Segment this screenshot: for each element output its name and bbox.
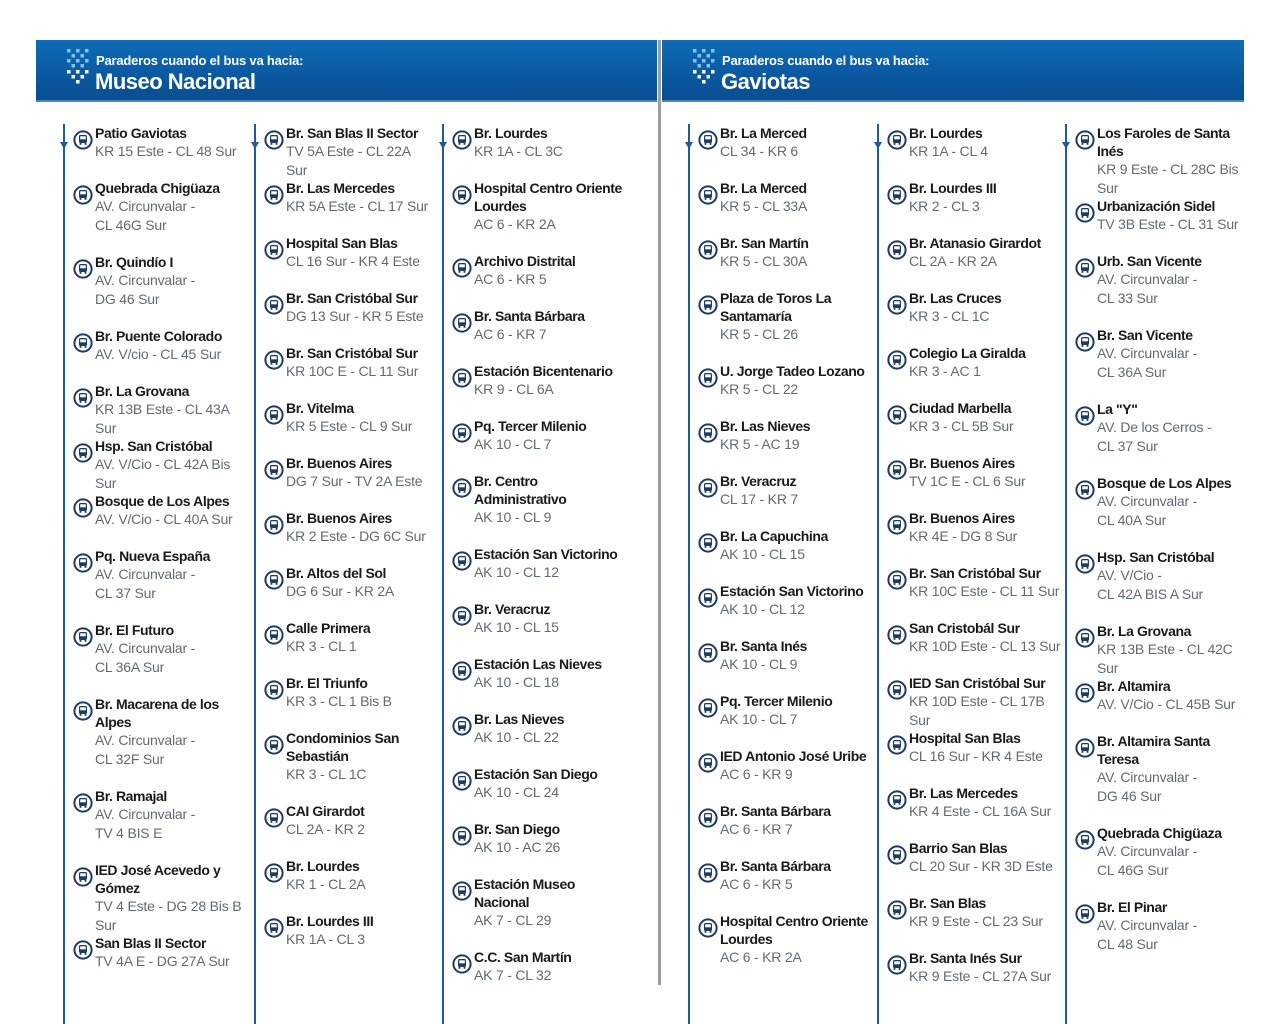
stop-address: AV. Circunvalar - DG 46 Sur: [1097, 769, 1198, 804]
stop-address: CL 20 Sur - KR 3D Este: [909, 858, 1053, 874]
stop-name: Br. Santa Inés Sur: [909, 950, 1022, 966]
stop-name: Colegio La Giralda: [909, 345, 1026, 361]
banner-title: Gaviotas: [721, 69, 810, 94]
bus-stop-icon: [1075, 830, 1095, 850]
stop-name: U. Jorge Tadeo Lozano: [720, 363, 865, 379]
stop-address: AK 10 - CL 12: [720, 601, 805, 617]
bus-stop-icon: [452, 478, 472, 498]
stop-address: AV. De los Cerros - CL 37 Sur: [1097, 419, 1212, 454]
stop-name: Estación San Victorino: [720, 583, 864, 599]
stops-column: [1065, 124, 1243, 1024]
stop-address: AV. Circunvalar - CL 48 Sur: [1097, 917, 1198, 952]
bus-stop-icon: [73, 627, 93, 647]
stop-address: AK 10 - CL 18: [474, 674, 559, 690]
stop-name: Br. San Vicente: [1097, 327, 1193, 343]
stop-name: IED San Cristóbal Sur: [909, 675, 1046, 691]
banner-subtitle: Paraderos cuando el bus va hacia:: [722, 53, 930, 68]
stop-name: IED José Acevedo y Gómez: [95, 862, 221, 896]
bus-stop-icon: [698, 240, 718, 260]
stop-name: IED Antonio José Uribe: [720, 748, 867, 764]
stop-address: TV 5A Este - CL 22A Sur: [286, 143, 411, 178]
bus-stop-icon: [264, 405, 284, 425]
bus-stop-icon: [698, 295, 718, 315]
stop-address: AK 10 - CL 9: [720, 656, 798, 672]
stop-name: Br. Las Mercedes: [909, 785, 1018, 801]
bus-stop-icon: [264, 680, 284, 700]
bus-stop-icon: [73, 185, 93, 205]
bus-stop-icon: [264, 735, 284, 755]
stop-name: Hospital San Blas: [286, 235, 398, 251]
bus-stop-icon: [887, 790, 907, 810]
direction-arrow-icon: [1061, 124, 1071, 150]
route-line: [1065, 128, 1067, 1024]
stop-name: Br. Atanasio Girardot: [909, 235, 1041, 251]
bus-stop-icon: [452, 826, 472, 846]
stop-name: Br. Las Nieves: [474, 711, 565, 727]
stop-address: KR 3 - CL 1: [286, 638, 357, 654]
stop-address: AV. Circunvalar - CL 46G Sur: [95, 198, 196, 233]
bus-stop-icon: [452, 423, 472, 443]
stop-address: AK 10 - CL 9: [474, 509, 552, 525]
stop-name: Br. Santa Inés: [720, 638, 807, 654]
stop-address: AC 6 - KR 9: [720, 766, 793, 782]
stop-address: CL 34 - KR 6: [720, 143, 799, 159]
stop-address: TV 4 Este - DG 28 Bis B Sur: [95, 898, 242, 933]
stop-address: KR 10D Este - CL 13 Sur: [909, 638, 1061, 654]
bus-stop-icon: [887, 240, 907, 260]
stop-name: Pq. Tercer Milenio: [720, 693, 833, 709]
direction-arrow-icon: [684, 124, 694, 150]
stop-name: Archivo Distrital: [474, 253, 576, 269]
stop-name: Br. Buenos Aires: [286, 510, 392, 526]
banner-gaviotas: [662, 40, 1244, 102]
stop-address: DG 6 Sur - KR 2A: [286, 583, 395, 599]
bus-stop-icon: [452, 258, 472, 278]
stop-name: Br. El Pinar: [1097, 899, 1167, 915]
bus-stop-icon: [887, 185, 907, 205]
bus-stop-icon: [1075, 332, 1095, 352]
stop-name: Hospital Centro Oriente Lourdes: [720, 913, 868, 947]
stop-address: AK 7 - CL 32: [474, 967, 552, 983]
bus-stop-icon: [698, 588, 718, 608]
bus-stop-icon: [73, 259, 93, 279]
bus-stop-icon: [698, 130, 718, 150]
stop-address: CL 2A - KR 2: [286, 821, 365, 837]
route-line: [442, 128, 444, 1024]
stop-name: Br. Las Cruces: [909, 290, 1002, 306]
stop-address: KR 1A - CL 3C: [474, 143, 563, 159]
bus-stop-icon: [887, 735, 907, 755]
stop-address: KR 3 - CL 1C: [286, 766, 367, 782]
stop-address: DG 13 Sur - KR 5 Este: [286, 308, 424, 324]
bus-stop-icon: [887, 900, 907, 920]
bus-stop-icon: [452, 551, 472, 571]
stop-name: Br. Altos del Sol: [286, 565, 387, 581]
stop-address: AV. Circunvalar - CL 40A Sur: [1097, 493, 1198, 528]
stop-address: KR 2 - CL 3: [909, 198, 980, 214]
stop-name: Estación Las Nieves: [474, 656, 602, 672]
banner-title: Museo Nacional: [95, 69, 256, 94]
stop-address: DG 7 Sur - TV 2A Este: [286, 473, 423, 489]
stop-address: KR 5 - CL 30A: [720, 253, 808, 269]
bus-stop-icon: [452, 881, 472, 901]
stop-name: Quebrada Chigüaza: [95, 180, 220, 196]
stop-name: Br. Altamira Santa Teresa: [1097, 733, 1210, 767]
stop-name: Los Faroles de Santa Inés: [1097, 125, 1230, 159]
bus-stop-icon: [452, 716, 472, 736]
stop-address: KR 3 - AC 1: [909, 363, 981, 379]
stop-address: KR 5 - AC 19: [720, 436, 800, 452]
bus-stop-icon: [887, 570, 907, 590]
stop-address: AK 10 - CL 15: [720, 546, 805, 562]
stop-name: San Blas II Sector: [95, 935, 207, 951]
stop-name: Plaza de Toros La Santamaría: [720, 290, 832, 324]
stop-address: CL 17 - KR 7: [720, 491, 799, 507]
bus-stop-icon: [452, 661, 472, 681]
stop-address: KR 10D Este - CL 17B Sur: [909, 693, 1045, 728]
stop-address: KR 15 Este - CL 48 Sur: [95, 143, 237, 159]
stop-name: Br. La Merced: [720, 125, 807, 141]
direction-arrow-icon: [873, 124, 883, 150]
stop-name: Br. Altamira: [1097, 678, 1171, 694]
stop-name: Br. Santa Bárbara: [720, 803, 831, 819]
stop-address: AV. Circunvalar - CL 33 Sur: [1097, 271, 1198, 306]
route-line: [877, 128, 879, 1024]
stop-name: Br. San Cristóbal Sur: [286, 345, 418, 361]
stop-name: La "Y": [1097, 401, 1138, 417]
stop-name: Br. Lourdes: [909, 125, 983, 141]
stop-address: AV. V/Cio - CL 40A Sur: [95, 511, 233, 527]
bus-stop-icon: [452, 313, 472, 333]
stop-address: AV. Circunvalar - TV 4 BIS E: [95, 806, 196, 841]
stop-address: AC 6 - KR 7: [474, 326, 547, 342]
route-line: [63, 128, 65, 1024]
bus-stop-icon: [698, 185, 718, 205]
stop-name: CAI Girardot: [286, 803, 365, 819]
stop-name: Br. Lourdes: [474, 125, 548, 141]
bus-stop-icon: [73, 443, 93, 463]
panel-gaviotas: [662, 40, 1244, 1020]
stop-address: KR 4E - DG 8 Sur: [909, 528, 1018, 544]
bus-stop-icon: [73, 498, 93, 518]
stop-name: Br. San Blas II Sector: [286, 125, 419, 141]
bus-stop-icon: [887, 845, 907, 865]
bus-stop-icon: [73, 940, 93, 960]
stop-name: Br. La Grovana: [95, 383, 189, 399]
stops-column: [63, 124, 243, 1024]
bus-stop-icon: [887, 625, 907, 645]
stop-name: Bosque de Los Alpes: [95, 493, 230, 509]
stop-name: Br. Lourdes III: [286, 913, 374, 929]
bus-stop-icon: [1075, 480, 1095, 500]
stop-address: KR 9 Este - CL 28C Bis Sur: [1097, 161, 1239, 196]
stop-name: Br. Santa Bárbara: [474, 308, 585, 324]
bus-stop-icon: [73, 130, 93, 150]
direction-arrow-icon: [59, 124, 69, 150]
stop-address: AC 6 - KR 2A: [474, 216, 556, 232]
stop-address: AK 10 - CL 7: [720, 711, 798, 727]
stop-address: AK 10 - CL 22: [474, 729, 559, 745]
stop-address: AK 10 - CL 24: [474, 784, 559, 800]
stop-address: AC 6 - KR 7: [720, 821, 793, 837]
bus-stop-icon: [887, 515, 907, 535]
bus-stop-icon: [73, 701, 93, 721]
stop-name: Br. La Merced: [720, 180, 807, 196]
stop-address: CL 16 Sur - KR 4 Este: [286, 253, 420, 269]
bus-stop-icon: [887, 680, 907, 700]
stop-name: Urb. San Vicente: [1097, 253, 1202, 269]
stop-name: Br. El Futuro: [95, 622, 174, 638]
bus-stop-icon: [264, 918, 284, 938]
stop-name: Hospital Centro Oriente Lourdes: [474, 180, 622, 214]
stop-address: KR 1A - CL 4: [909, 143, 988, 159]
stop-address: AV. V/Cio - CL 45B Sur: [1097, 696, 1236, 712]
stop-name: Calle Primera: [286, 620, 371, 636]
bus-stop-icon: [887, 955, 907, 975]
bus-stop-icon: [1075, 904, 1095, 924]
stop-name: Estación San Victorino: [474, 546, 618, 562]
stop-name: Br. San Martín: [720, 235, 809, 251]
stop-address: AK 10 - AC 26: [474, 839, 561, 855]
banner-subtitle: Paraderos cuando el bus va hacia:: [96, 53, 304, 68]
bus-stop-icon: [887, 405, 907, 425]
stop-address: CL 16 Sur - KR 4 Este: [909, 748, 1043, 764]
bus-stop-icon: [452, 954, 472, 974]
bus-stop-icon: [264, 240, 284, 260]
bus-stop-icon: [73, 388, 93, 408]
stop-address: AV. V/cio - CL 45 Sur: [95, 346, 222, 362]
bus-stop-icon: [264, 460, 284, 480]
stop-name: Br. San Diego: [474, 821, 560, 837]
stop-name: Br. Lourdes III: [909, 180, 997, 196]
bus-stop-icon: [452, 771, 472, 791]
stop-name: Br. La Grovana: [1097, 623, 1191, 639]
stop-name: Br. Centro Administrativo: [474, 473, 567, 507]
stop-address: AC 6 - KR 2A: [720, 949, 802, 965]
stop-address: KR 4 Este - CL 16A Sur: [909, 803, 1052, 819]
stop-name: Barrio San Blas: [909, 840, 1008, 856]
bus-stop-icon: [264, 515, 284, 535]
stop-name: Br. Las Nieves: [720, 418, 811, 434]
stop-name: Br. Veracruz: [474, 601, 551, 617]
bus-stop-icon: [1075, 554, 1095, 574]
stop-name: Estación Bicentenario: [474, 363, 613, 379]
stop-address: AV. Circunvalar - CL 32F Sur: [95, 732, 196, 767]
panel-divider: [658, 40, 661, 985]
transit-logo-icon: [692, 48, 716, 90]
route-line: [254, 128, 256, 1024]
stop-address: KR 1A - CL 3: [286, 931, 365, 947]
bus-stop-icon: [264, 185, 284, 205]
stop-name: Pq. Nueva España: [95, 548, 210, 564]
bus-stop-icon: [887, 295, 907, 315]
stop-address: KR 5 Este - CL 9 Sur: [286, 418, 413, 434]
stop-address: AC 6 - KR 5: [720, 876, 793, 892]
stop-address: AK 10 - CL 12: [474, 564, 559, 580]
stop-name: Br. Vitelma: [286, 400, 354, 416]
stop-name: Hsp. San Cristóbal: [95, 438, 213, 454]
bus-stop-icon: [698, 368, 718, 388]
bus-stop-icon: [887, 350, 907, 370]
bus-stop-icon: [698, 808, 718, 828]
stop-name: Pq. Tercer Milenio: [474, 418, 587, 434]
stop-name: Patio Gaviotas: [95, 125, 187, 141]
bus-stop-icon: [698, 533, 718, 553]
bus-stop-icon: [452, 130, 472, 150]
stop-name: C.C. San Martín: [474, 949, 572, 965]
stop-address: AV. Circunvalar - CL 46G Sur: [1097, 843, 1198, 878]
stop-name: Urbanización Sidel: [1097, 198, 1216, 214]
stop-name: Br. El Triunfo: [286, 675, 368, 691]
stop-name: Br. Santa Bárbara: [720, 858, 831, 874]
stop-name: Br. San Cristóbal Sur: [286, 290, 418, 306]
banner-museo-nacional: [36, 40, 657, 102]
stop-address: AC 6 - KR 5: [474, 271, 547, 287]
bus-stop-icon: [887, 460, 907, 480]
direction-arrow-icon: [250, 124, 260, 150]
stop-address: AK 10 - CL 15: [474, 619, 559, 635]
direction-arrow-icon: [438, 124, 448, 150]
stop-address: KR 5A Este - CL 17 Sur: [286, 198, 429, 214]
stop-name: Br. La Capuchina: [720, 528, 828, 544]
bus-stop-icon: [264, 570, 284, 590]
stop-name: Br. Quindío I: [95, 254, 174, 270]
bus-stop-icon: [698, 918, 718, 938]
bus-stop-icon: [452, 606, 472, 626]
panel-museo-nacional: [36, 40, 657, 1020]
stop-name: Br. Buenos Aires: [909, 510, 1015, 526]
stop-name: Hospital San Blas: [909, 730, 1021, 746]
bus-stop-icon: [264, 295, 284, 315]
bus-stop-icon: [1075, 738, 1095, 758]
stop-address: KR 10C E - CL 11 Sur: [286, 363, 419, 379]
bus-stop-icon: [698, 643, 718, 663]
stop-name: Estación San Diego: [474, 766, 598, 782]
bus-stop-icon: [73, 867, 93, 887]
stop-name: Br. San Cristóbal Sur: [909, 565, 1041, 581]
stop-name: Br. Buenos Aires: [909, 455, 1015, 471]
stop-address: KR 13B Este - CL 42C Sur: [1097, 641, 1233, 676]
bus-stop-icon: [264, 625, 284, 645]
bus-stop-icon: [73, 793, 93, 813]
stops-column: [254, 124, 434, 1024]
stop-name: Quebrada Chigüaza: [1097, 825, 1222, 841]
stop-address: KR 3 - CL 5B Sur: [909, 418, 1014, 434]
stop-address: KR 5 - CL 26: [720, 326, 799, 342]
bus-stop-icon: [1075, 683, 1095, 703]
transit-logo-icon: [66, 48, 90, 90]
stop-address: KR 9 - CL 6A: [474, 381, 554, 397]
bus-stop-icon: [698, 698, 718, 718]
stop-address: KR 1 - CL 2A: [286, 876, 366, 892]
stop-name: Bosque de Los Alpes: [1097, 475, 1232, 491]
stop-name: Ciudad Marbella: [909, 400, 1012, 416]
bus-stop-icon: [264, 808, 284, 828]
stop-address: KR 13B Este - CL 43A Sur: [95, 401, 229, 436]
stop-address: KR 2 Este - DG 6C Sur: [286, 528, 426, 544]
stop-name: Br. Macarena de los Alpes: [95, 696, 219, 730]
stop-name: Br. Las Mercedes: [286, 180, 395, 196]
bus-stop-icon: [1075, 258, 1095, 278]
stop-address: AV. Circunvalar - CL 37 Sur: [95, 566, 196, 601]
stop-address: KR 5 - CL 33A: [720, 198, 808, 214]
stop-address: TV 4A E - DG 27A Sur: [95, 953, 230, 969]
route-line: [688, 128, 690, 1024]
bus-stop-icon: [452, 185, 472, 205]
bus-stop-icon: [264, 350, 284, 370]
bus-stop-icon: [698, 863, 718, 883]
stop-address: AV. Circunvalar - DG 46 Sur: [95, 272, 196, 307]
stops-column: [688, 124, 868, 1024]
stop-name: Br. Buenos Aires: [286, 455, 392, 471]
stop-name: Br. Puente Colorado: [95, 328, 222, 344]
bus-stop-icon: [73, 553, 93, 573]
stop-address: AV. V/Cio - CL 42A Bis Sur: [95, 456, 231, 491]
bus-stop-icon: [1075, 130, 1095, 150]
stop-address: KR 3 - CL 1C: [909, 308, 990, 324]
stop-name: Estación Museo Nacional: [474, 876, 575, 910]
bus-stop-icon: [264, 863, 284, 883]
bus-stop-icon: [73, 333, 93, 353]
stop-address: KR 10C Este - CL 11 Sur: [909, 583, 1060, 599]
bus-stop-icon: [698, 753, 718, 773]
stop-name: Br. Lourdes: [286, 858, 360, 874]
stop-address: AV. Circunvalar - CL 36A Sur: [95, 640, 196, 675]
bus-stop-icon: [698, 423, 718, 443]
bus-stop-icon: [698, 478, 718, 498]
stop-address: TV 1C E - CL 6 Sur: [909, 473, 1026, 489]
stop-address: AK 7 - CL 29: [474, 912, 552, 928]
stop-name: Condominios San Sebastián: [286, 730, 400, 764]
stop-name: Hsp. San Cristóbal: [1097, 549, 1215, 565]
stops-column: [442, 124, 642, 1024]
bus-stop-icon: [887, 130, 907, 150]
stop-name: Br. San Blas: [909, 895, 986, 911]
stop-address: AV. Circunvalar - CL 36A Sur: [1097, 345, 1198, 380]
bus-stop-icon: [452, 368, 472, 388]
stops-column: [877, 124, 1062, 1024]
bus-stop-icon: [1075, 406, 1095, 426]
stop-name: San Cristobál Sur: [909, 620, 1020, 636]
stop-name: Br. Veracruz: [720, 473, 797, 489]
stop-address: KR 3 - CL 1 Bis B: [286, 693, 392, 709]
bus-stop-icon: [264, 130, 284, 150]
stop-address: KR 5 - CL 22: [720, 381, 799, 397]
stop-address: KR 9 Este - CL 27A Sur: [909, 968, 1052, 984]
stop-address: CL 2A - KR 2A: [909, 253, 997, 269]
stop-name: Br. Ramajal: [95, 788, 167, 804]
stop-address: TV 3B Este - CL 31 Sur: [1097, 216, 1239, 232]
stop-address: AK 10 - CL 7: [474, 436, 552, 452]
stop-address: AV. V/Cio - CL 42A BIS A Sur: [1097, 567, 1204, 602]
stop-address: KR 9 Este - CL 23 Sur: [909, 913, 1043, 929]
bus-stop-icon: [1075, 628, 1095, 648]
bus-stop-icon: [1075, 203, 1095, 223]
